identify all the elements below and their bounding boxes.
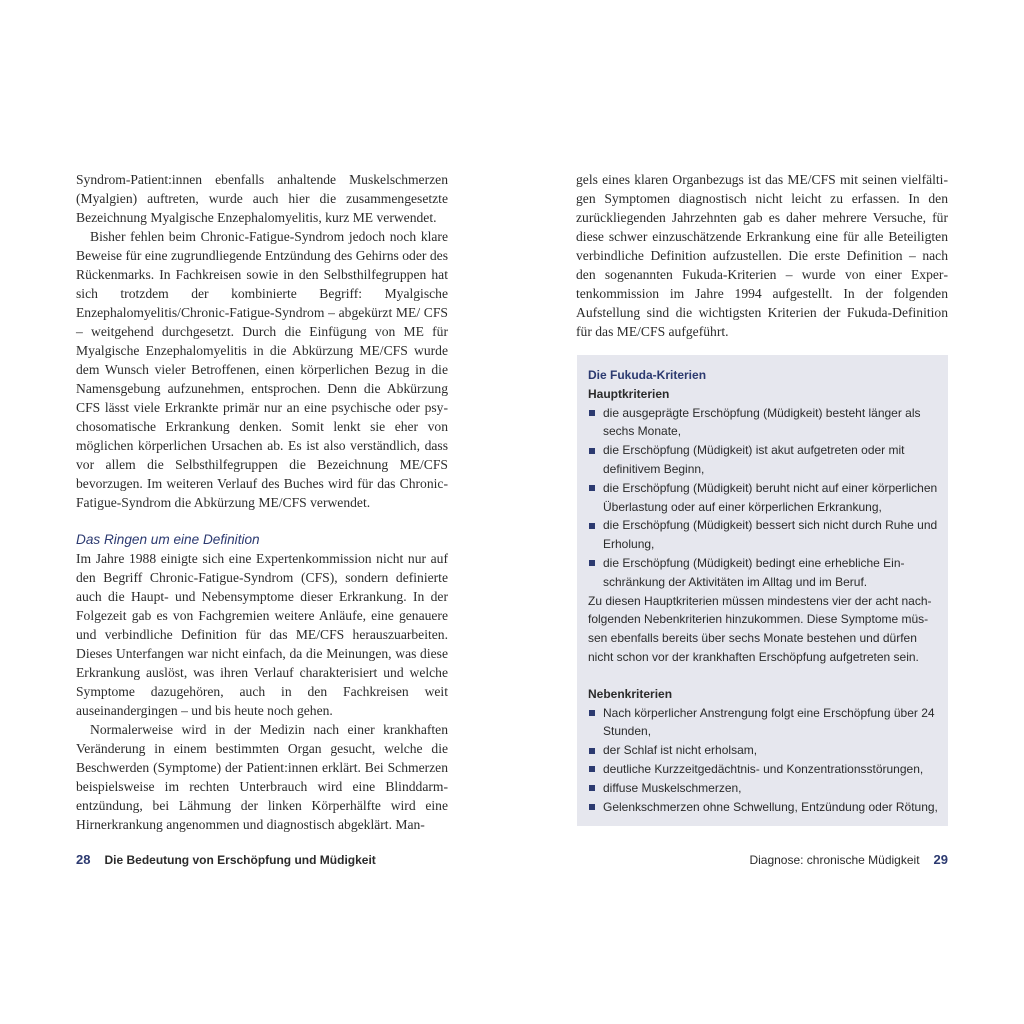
left-page-body: [76, 170, 448, 834]
list-item: die ausgeprägte Erschöpfung (Müdigkeit) besteht länger als sechs Monate,: [588, 404, 938, 442]
list-item: die Erschöpfung (Müdigkeit) bessert sich nicht durch Ruhe und Erholung,: [588, 516, 938, 554]
square-bullet-icon: [589, 748, 595, 754]
list-item: Nach körperlicher Anstrengung folgt eine Erschöpfung über 24 Stunden,: [588, 704, 938, 742]
right-page-footer: [749, 852, 948, 867]
list-item: die Erschöpfung (Müdigkeit) bedingt eine erhebliche Einschränkung der Aktivitäten im Alltag und im Beruf.: [588, 554, 938, 592]
secondary-criteria-heading: Nebenkriterien: [588, 686, 673, 701]
main-criteria-heading: Hauptkriterien: [588, 386, 670, 401]
left-page-footer: [76, 852, 376, 867]
body-paragraph: Normalerweise wird in der Medizin nach einer krankhaften Veränderung in einem bestimmten Organ gesucht, welche die Beschwerden (Symptome) der Patient:innen erklärt. Bei Schmerzen beispielsweise im rechten Unterbrauch wird eine Blinddarmentzündung, bei Lähmung der linken Körperhälfte wird eine Hirnerkrankung angenommen und diagnostisch abgeklärt. Man-: [76, 722, 448, 832]
secondary-criteria-list: [588, 704, 938, 817]
section-heading: Das Ringen um eine Definition: [76, 532, 260, 547]
box-title: Die Fukuda-Kriterien: [588, 368, 707, 382]
square-bullet-icon: [589, 804, 595, 810]
square-bullet-icon: [589, 560, 595, 566]
main-criteria-list: [588, 404, 938, 592]
square-bullet-icon: [589, 485, 595, 491]
list-item: deutliche Kurzzeitgedächtnis- und Konzentrationsstörungen,: [588, 760, 938, 779]
square-bullet-icon: [589, 523, 595, 529]
body-paragraph: Bisher fehlen beim Chronic-Fatigue-Syndrom jedoch noch klare Beweise für eine zugrundliegende Entzündung des Gehirns oder des Rückenmarks. In Fachkreisen sowie in den Selbsthilfegruppen hat sich trotzdem der kombinierte Begriff: Myalgische Enzephalomyelitis/Chronic-Fatigue-Syndrom – abgekürzt ME/ CFS – weitgehend durchgesetzt. Durch die Einfügung von ME für Myalgische Enzephalomyelitis in die Abkürzung ME/CFS wurde dem Wunsch vieler Betroffenen, einen körperlichen Bezug in die Namensgebung aufzunehmen, entsprochen. Denn die Abkürzung CFS lässt viele Erkrankte primär nur an eine psychische oder psychosomatische Erkrankung denken. Somit lenkt sie eher von möglichen körperlichen Ursachen ab. Es ist also verständlich, dass vor allem die Selbsthilfegruppen die Bezeichnung ME/CFS bevorzugen. Im weiteren Verlauf des Buches wird für das Chronic-Fatigue-Syndrom die Abkürzung ME/CFS verwendet.: [76, 229, 448, 510]
list-item: die Erschöpfung (Müdigkeit) ist akut aufgetreten oder mit definitivem Beginn,: [588, 441, 938, 479]
list-item: die Erschöpfung (Müdigkeit) beruht nicht auf einer körperlichen Überlastung oder auf einer körperlichen Erkrankung,: [588, 479, 938, 517]
running-title: Die Bedeutung von Erschöpfung und Müdigkeit: [104, 853, 376, 867]
body-paragraph: gels eines klaren Organbezugs ist das ME/CFS mit seinen vielfältigen Symptomen diagnostisch nicht leicht zu erfassen. In den zurückliegenden Jahrzehnten gab es daher mehrere Versuche, für diese schwer einzuschätzende Erkrankung eine für alle Beteiligten verbindliche Definition aufzustellen. Die erste Definition – nach den sogenannten Fukuda-Kriterien – wurde von einer Expertenkommission im Jahre 1994 aufgestellt. In der folgenden Aufstellung sind die wichtigsten Kriterien der Fukuda-Definition für das ME/CFS aufgeführt.: [576, 172, 948, 339]
square-bullet-icon: [589, 766, 595, 772]
list-item: der Schlaf ist nicht erholsam,: [588, 741, 938, 760]
page-number: 28: [76, 852, 91, 867]
running-title: Diagnose: chronische Müdigkeit: [749, 853, 920, 867]
criteria-note: Zu diesen Hauptkriterien müssen mindestens vier der acht nachfolgenden Nebenkriterien hinzukommen. Diese Symptome müssen ebenfalls bereits über sechs Monate bestehen und dürfen nicht schon vor der krankhaften Erschöpfung aufgetreten sein.: [588, 593, 932, 664]
page-number: 29: [933, 852, 948, 867]
list-item: diffuse Muskelschmerzen,: [588, 779, 938, 798]
square-bullet-icon: [589, 785, 595, 791]
square-bullet-icon: [589, 448, 595, 454]
square-bullet-icon: [589, 710, 595, 716]
square-bullet-icon: [589, 410, 595, 416]
body-paragraph: Syndrom-Patient:innen ebenfalls anhaltende Muskelschmerzen (Myalgien) auftreten, wurde auch hier die zusammengesetzte Bezeichnung Myalgische Enzephalomyelitis, kurz ME verwendet.: [76, 172, 448, 225]
list-item: Gelenkschmerzen ohne Schwellung, Entzündung oder Rötung,: [588, 798, 938, 817]
right-page-body: [576, 170, 948, 341]
fukuda-criteria-box: [577, 355, 948, 826]
body-paragraph: Im Jahre 1988 einigte sich eine Expertenkommission nicht nur auf den Begriff Chronic-Fatigue-Syndrom (CFS), sondern definierte auch die Haupt- und Nebensymptome dieser Erkrankung. In der Folgezeit gab es von Fachgremien weitere Anläufe, eine genauere und verbindliche Definition für das ME/CFS herauszuarbeiten. Dieses Unterfangen war nicht einfach, da die Meinungen, was diese Erkrankung auslöst, was ihren Verlauf charakterisiert und welche Symptome dazugehören, auch in den Fachkreisen weit auseinandergingen – und bis heute noch gehen.: [76, 551, 448, 718]
